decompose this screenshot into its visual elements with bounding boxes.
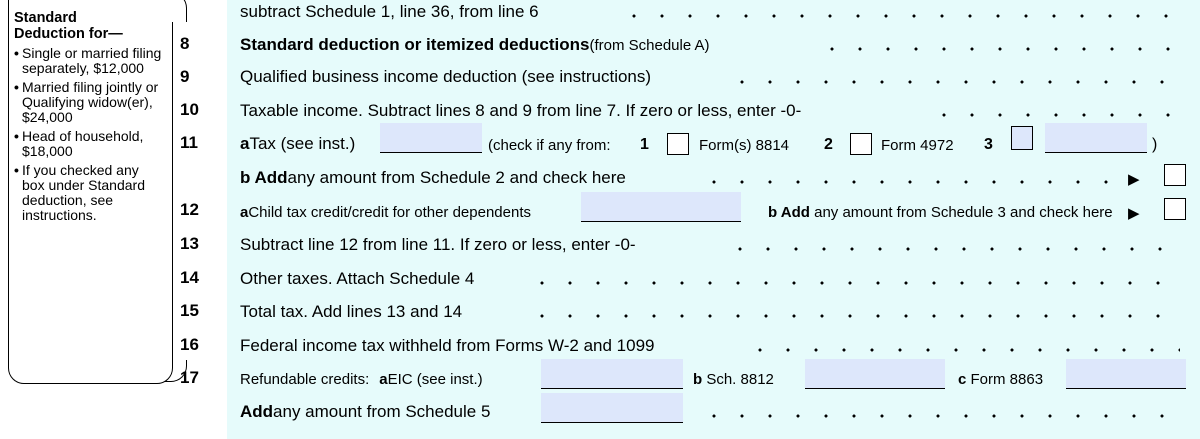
line-number-13: 13 — [180, 234, 199, 253]
sd-item-text: If you checked any box under Standard deduction, see instructions. — [22, 162, 145, 223]
sd-item-text: Single or married filing separately, $12,000 — [22, 45, 162, 76]
line-11-check-text: (check if any from: — [488, 137, 611, 154]
schedule-5-field[interactable] — [541, 393, 683, 423]
line-15 — [240, 297, 462, 327]
leader-dots — [746, 348, 1180, 352]
line-16 — [240, 331, 654, 361]
leader-dots — [620, 14, 1180, 18]
bullet: • — [14, 162, 19, 178]
line-11b — [240, 163, 626, 193]
sd-item-single — [14, 46, 162, 76]
line-17-text: Refundable credits: — [240, 370, 370, 388]
arrow-right-icon: ▶ — [1128, 171, 1140, 188]
line-17b-letter: b — [693, 371, 703, 388]
line-17a-letter: a — [379, 370, 388, 388]
closing-paren: ) — [1152, 136, 1158, 153]
child-tax-credit-field[interactable] — [581, 192, 741, 222]
line-12b-text: any amount from Schedule 3 and check here — [809, 204, 1113, 221]
leader-dots — [728, 80, 1180, 84]
line-number-16: 16 — [180, 335, 199, 354]
other-form-field[interactable] — [1045, 123, 1147, 153]
option-3-checkbox[interactable] — [1011, 126, 1033, 150]
line-8-text: (from Schedule A) — [589, 36, 710, 54]
option-3-number: 3 — [984, 136, 993, 153]
leader-dots — [700, 180, 1110, 184]
option-2-label: Form 4972 — [881, 137, 954, 154]
line-14 — [240, 264, 474, 294]
leader-dots — [528, 281, 1180, 285]
line-10-text: Taxable income. Subtract lines 8 and 9 from line 7. If zero or less, enter -0- — [240, 101, 802, 120]
schedule-2-checkbox[interactable] — [1164, 164, 1186, 186]
sch-8812-field[interactable] — [805, 359, 945, 389]
line-9 — [240, 62, 651, 92]
line-8-bold-text: Standard deduction or itemized deductions — [240, 35, 590, 54]
line-14-text: Other taxes. Attach Schedule 4 — [240, 269, 475, 288]
bullet: • — [14, 45, 19, 61]
sd-item-checked-box — [14, 163, 164, 223]
line-17b — [693, 371, 774, 388]
option-1-number: 1 — [640, 136, 649, 153]
leader-dots — [700, 414, 1180, 418]
line-12a-text: Child tax credit/credit for other dependents — [248, 203, 531, 221]
line-17 — [240, 364, 483, 394]
line-17-add-bold: Add — [240, 402, 274, 421]
line-13-text: Subtract line 12 from line 11. If zero or less, enter -0- — [240, 235, 636, 254]
leader-dots — [818, 47, 1180, 51]
line-11b-bold-text: b Add — [240, 168, 288, 187]
sd-item-head-of-household — [14, 129, 144, 159]
sd-item-text: Head of household, $18,000 — [22, 128, 144, 159]
line-8 — [240, 30, 710, 60]
line-number-17: 17 — [180, 368, 199, 387]
line-13 — [240, 230, 636, 260]
form-8814-checkbox[interactable] — [667, 133, 689, 155]
sd-title-line2: Deduction for— — [14, 26, 123, 42]
sd-item-married-jointly — [14, 80, 174, 125]
line-11a-text: Tax (see inst.) — [249, 134, 356, 153]
line-16-text: Federal income tax withheld from Forms W-2 and 1099 — [240, 336, 655, 355]
line-17b-text: Sch. 8812 — [702, 371, 774, 388]
line-10 — [240, 96, 801, 126]
form-8863-field[interactable] — [1066, 359, 1186, 389]
line-7-text: subtract Schedule 1, line 36, from line 6 — [240, 2, 539, 21]
line-number-15: 15 — [180, 301, 199, 320]
line-12a-letter: a — [240, 203, 249, 221]
line-number-12: 12 — [180, 200, 199, 219]
form-4972-checkbox[interactable] — [850, 133, 872, 155]
option-1-label: Form(s) 8814 — [699, 137, 790, 154]
eic-field[interactable] — [541, 359, 683, 389]
line-17-add — [240, 397, 490, 427]
line-number-8: 8 — [180, 34, 190, 53]
line-17c-letter: c — [958, 371, 967, 388]
line-number-11: 11 — [180, 133, 198, 152]
option-2-number: 2 — [824, 136, 833, 153]
line-15-text: Total tax. Add lines 13 and 14 — [240, 302, 463, 321]
line-7-continuation — [240, 0, 539, 27]
line-17c — [958, 371, 1043, 388]
line-11a — [240, 129, 355, 159]
line-12a — [240, 197, 531, 227]
line-number-14: 14 — [180, 268, 199, 287]
arrow-right-icon: ▶ — [1128, 205, 1140, 222]
line-number-10: 10 — [180, 100, 199, 119]
sd-title-line1: Standard — [14, 10, 77, 26]
bullet: • — [14, 79, 19, 95]
line-9-text: Qualified business income deduction (see instructions) — [240, 67, 652, 86]
leader-dots — [528, 314, 1180, 318]
line-11a-letter: a — [240, 134, 250, 153]
line-number-9: 9 — [180, 67, 190, 86]
sd-item-text: Married filing jointly or Qualifying widow(er), $24,000 — [22, 79, 159, 125]
line-12b-bold-text: b Add — [768, 204, 810, 221]
leader-dots — [726, 247, 1180, 251]
bullet: • — [14, 128, 19, 144]
tax-amount-field[interactable] — [380, 123, 482, 153]
line-17c-text: Form 8863 — [966, 371, 1044, 388]
standard-deduction-info — [14, 10, 174, 223]
schedule-3-checkbox[interactable] — [1164, 198, 1186, 220]
line-11b-text: any amount from Schedule 2 and check here — [287, 168, 626, 187]
leader-dots — [930, 113, 1180, 117]
line-12b — [768, 204, 1113, 221]
line-17-add-text: any amount from Schedule 5 — [273, 402, 491, 421]
line-17a-text: EIC (see inst.) — [387, 370, 483, 388]
